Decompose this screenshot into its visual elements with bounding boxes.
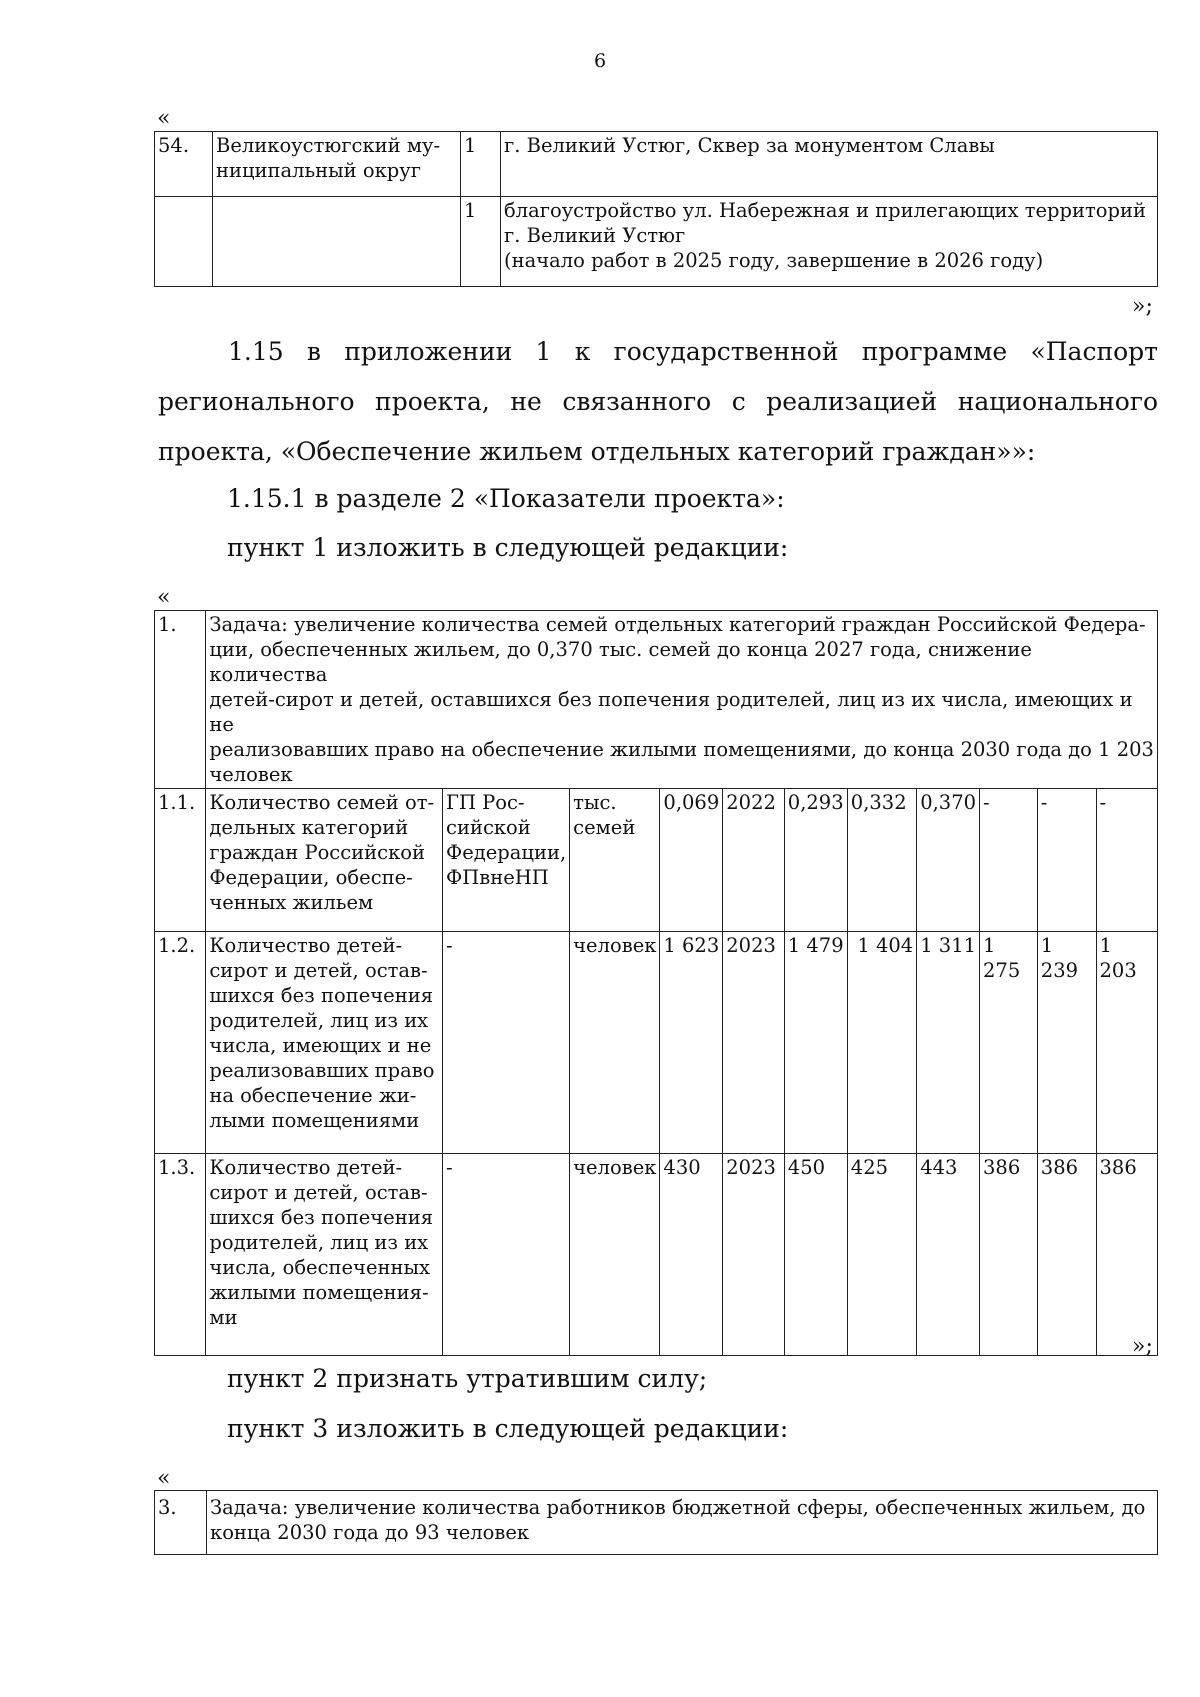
table-row: [155, 932, 1158, 1154]
paragraph-point-1: пункт 1 изложить в следующей редакции:: [227, 533, 789, 562]
table-row: [155, 789, 1158, 932]
indicator-value: 1 203: [1096, 932, 1158, 1154]
indicator-value: 1 404: [847, 932, 916, 1154]
task-number: 3.: [155, 1491, 207, 1555]
indicator-value: 425: [847, 1154, 916, 1356]
indicator-base-year: 2023: [723, 932, 785, 1154]
table-row: [155, 611, 1158, 789]
table-row: [155, 197, 1158, 287]
indicator-value: 0,370: [917, 789, 980, 932]
paragraph-1-15-1: 1.15.1 в разделе 2 «Показатели проекта»:: [227, 484, 785, 513]
object-count: 1: [461, 132, 501, 197]
table-municipal-objects: [154, 131, 1158, 287]
table-row: [155, 1491, 1158, 1555]
indicator-value: 1 239: [1037, 932, 1096, 1154]
object-description: благоустройство ул. Набережная и прилегающих территорий г. Великий Устюг (начало работ в 2025 году, завершение в 2026 году): [501, 197, 1158, 287]
indicator-name: Количество детей- сирот и детей, остав- шихся без попечения родителей, лиц из их числа, обеспеченных жилыми помещения- ми: [206, 1154, 443, 1356]
task-description: Задача: увеличение количества семей отдельных категорий граждан Российской Федера- ции, обеспеченных жильем, до 0,370 тыс. семей до конца 2027 года, снижение количества детей-сирот и детей, оставшихся без попечения родителей, лиц из их числа, имеющих и не реализовавших право на обеспечение жилыми помещениями, до конца 2030 года до 1 203 человек: [206, 611, 1158, 789]
indicator-unit: тыс. семей: [570, 789, 660, 932]
indicator-name: Количество детей- сирот и детей, остав- шихся без попечения родителей, лиц из их числа, имеющих и не реализовавших право на обеспечение жи- лыми помещениями: [206, 932, 443, 1154]
indicator-value: -: [980, 789, 1038, 932]
paragraph-point-2: пункт 2 признать утратившим силу;: [227, 1364, 708, 1393]
table-task-3: [154, 1490, 1158, 1555]
indicator-program: -: [443, 1154, 570, 1356]
indicator-number: 1.3.: [155, 1154, 206, 1356]
indicator-program: -: [443, 932, 570, 1154]
indicator-value: 1 275: [980, 932, 1038, 1154]
indicator-value: 1 311: [917, 932, 980, 1154]
indicator-base-year: 2023: [723, 1154, 785, 1356]
paragraph-1-15: 1.15 в приложении 1 к государственной программе «Паспорт регионального проекта, не связанного с реализацией национального проекта, «Обеспечение жильем отдельных категорий граждан»»:: [158, 337, 1158, 466]
indicator-unit: человек: [570, 932, 660, 1154]
object-description: г. Великий Устюг, Сквер за монументом Славы: [501, 132, 1158, 197]
close-quote-2: »;: [1132, 1334, 1153, 1359]
indicator-value: 450: [784, 1154, 847, 1356]
indicator-base-year: 2022: [723, 789, 785, 932]
indicator-base-value: 0,069: [660, 789, 723, 932]
indicator-value: 0,293: [784, 789, 847, 932]
indicator-value: 386: [980, 1154, 1038, 1356]
indicator-value: 386: [1096, 1154, 1158, 1356]
open-quote-1: «: [157, 106, 171, 131]
open-quote-3: «: [157, 1466, 171, 1491]
indicator-value: 443: [917, 1154, 980, 1356]
open-quote-2: «: [157, 585, 171, 610]
task-number: 1.: [155, 611, 206, 789]
indicator-base-value: 1 623: [660, 932, 723, 1154]
paragraph-point-3: пункт 3 изложить в следующей редакции:: [227, 1414, 789, 1443]
indicator-number: 1.2.: [155, 932, 206, 1154]
table-row: [155, 1154, 1158, 1356]
municipality-name: [213, 197, 461, 287]
indicator-program: ГП Рос- сийской Федерации, ФПвнеНП: [443, 789, 570, 932]
indicator-value: 0,332: [847, 789, 916, 932]
indicator-value: 1 479: [784, 932, 847, 1154]
table-indicators: [154, 610, 1158, 1359]
row-number: 54.: [155, 132, 213, 197]
table-row: [155, 132, 1158, 197]
task-description: Задача: увеличение количества работников бюджетной сферы, обеспеченных жильем, до конца 2030 года до 93 человек: [207, 1491, 1158, 1555]
municipality-name: Великоустюгский му- ниципальный округ: [213, 132, 461, 197]
indicator-value: 386: [1037, 1154, 1096, 1356]
object-count: 1: [461, 197, 501, 287]
indicator-number: 1.1.: [155, 789, 206, 932]
indicator-value: -: [1096, 789, 1158, 932]
indicator-name: Количество семей от- дельных категорий граждан Российской Федерации, обеспе- ченных жильем: [206, 789, 443, 932]
indicator-unit: человек: [570, 1154, 660, 1356]
indicator-base-value: 430: [660, 1154, 723, 1356]
close-quote-1: »;: [1132, 294, 1153, 319]
indicator-value: -: [1037, 789, 1096, 932]
page-number: 6: [593, 50, 607, 72]
row-number: [155, 197, 213, 287]
